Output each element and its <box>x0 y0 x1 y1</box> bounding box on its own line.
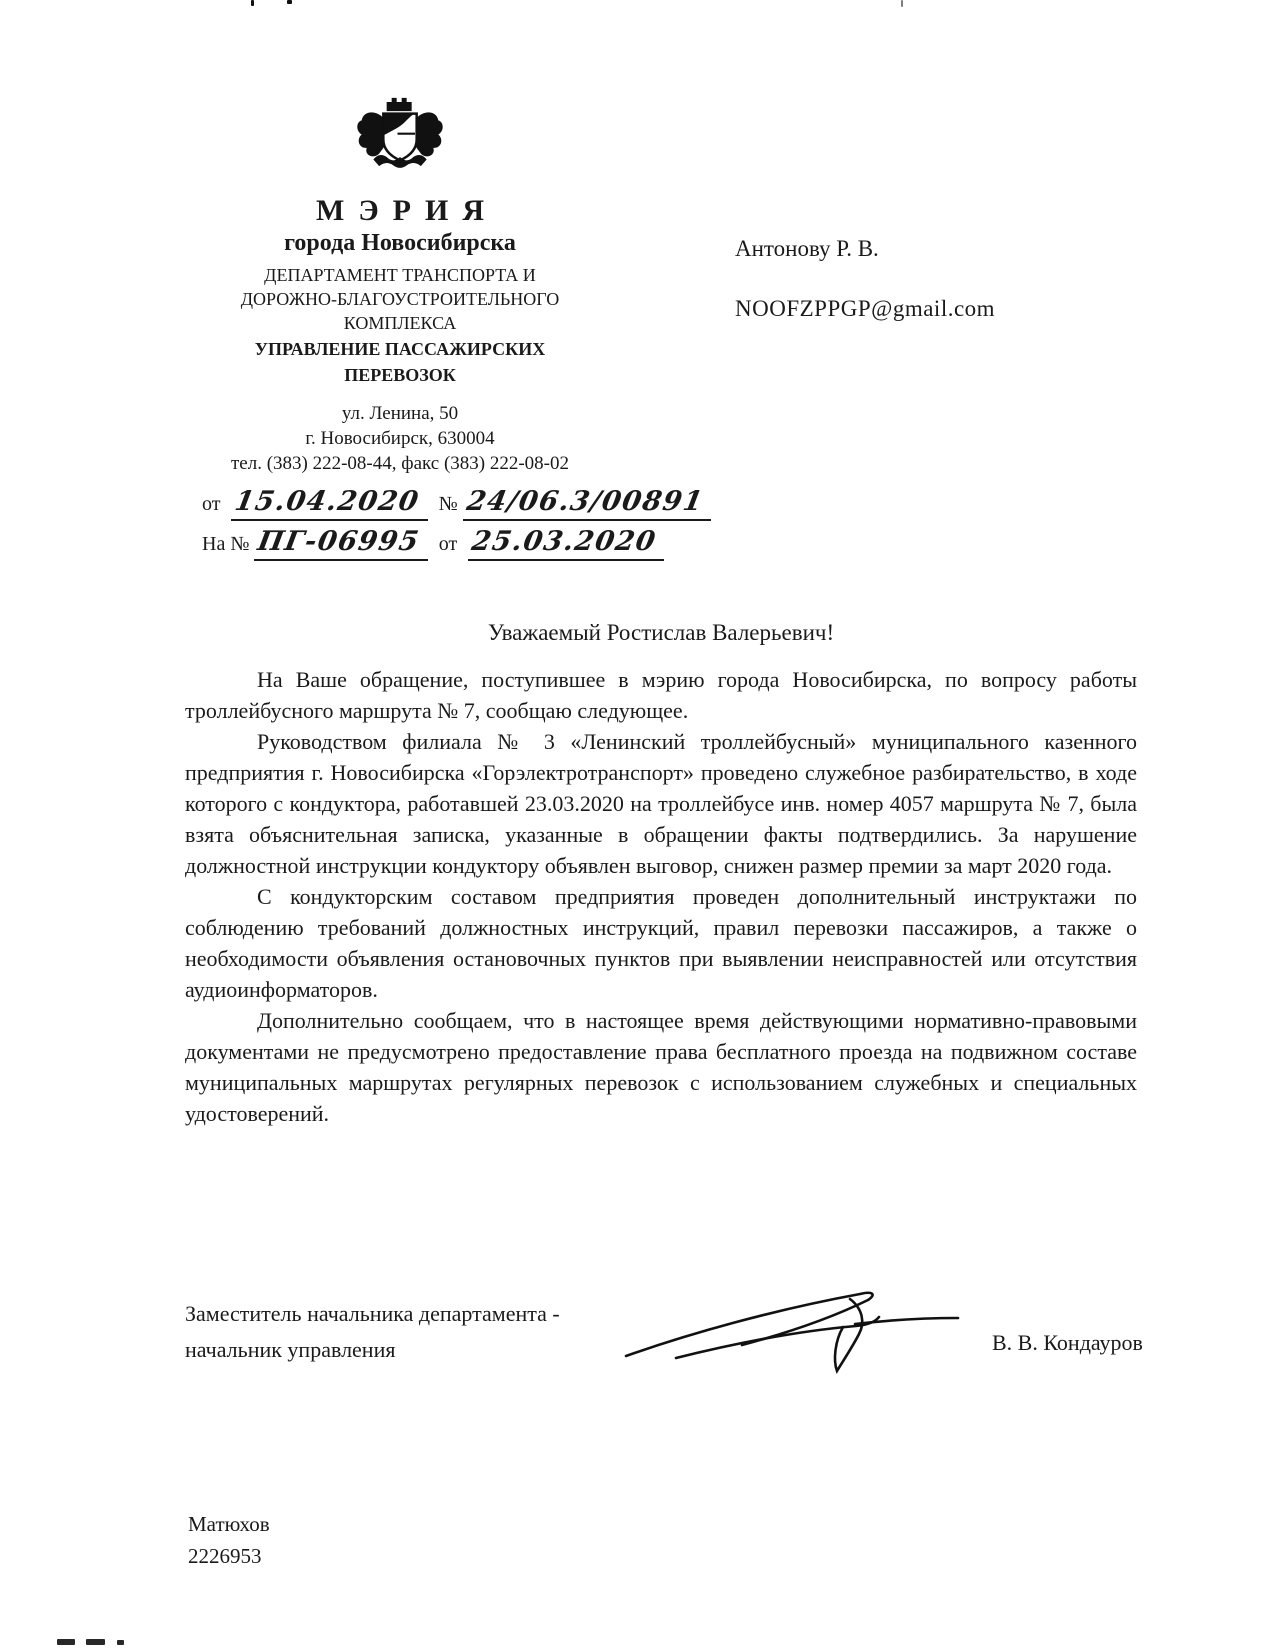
scan-artifact <box>901 0 903 7</box>
signer-title-line: начальник управления <box>185 1337 396 1362</box>
incoming-reference-line <box>202 524 660 564</box>
letter-body <box>185 664 1137 1129</box>
body-paragraph: С кондукторским составом предприятия проведен дополнительный инструктажи по соблюдению требований должностных инструкций, правил перевозки пассажиров, а также о необходимости объявления остановочных пунктов при выявлении неисправностей или отсутствия аудиоинформаторов. <box>185 884 1137 1002</box>
address-street: ул. Ленина, 50 <box>341 403 459 424</box>
scan-artifact <box>251 0 254 6</box>
org-division-line: УПРАВЛЕНИЕ ПАССАЖИРСКИХ <box>254 339 546 359</box>
org-department-line: ДЕПАРТАМЕНТ ТРАНСПОРТА И <box>264 265 536 285</box>
outgoing-reference-line <box>202 484 706 524</box>
reference-lines <box>160 484 706 564</box>
org-subtitle: города Новосибирска <box>284 230 516 256</box>
salutation: Уважаемый Ростислав Валерьевич! <box>487 620 835 645</box>
outgoing-date-field <box>231 487 427 521</box>
incoming-date-field <box>468 527 664 561</box>
executor-block <box>188 1508 270 1572</box>
org-department-line: ДОРОЖНО-БЛАГОУСТРОИТЕЛЬНОГО <box>240 289 560 309</box>
scan-artifact <box>57 1639 75 1645</box>
scan-artifact <box>86 1639 105 1645</box>
recipient-email: NOOFZPPGP@gmail.com <box>735 296 996 321</box>
outgoing-number-label: № <box>438 493 458 515</box>
signer-title-line: Заместитель начальника департамента - <box>185 1301 560 1326</box>
incoming-date-value: 25.03.2020 <box>469 526 660 557</box>
scan-artifact <box>117 1640 124 1645</box>
incoming-number-field <box>254 527 427 561</box>
executor-name: Матюхов <box>188 1512 270 1536</box>
outgoing-number-value: 24/06.3/00891 <box>464 486 706 517</box>
outgoing-number-field <box>463 487 712 521</box>
incoming-date-label: от <box>438 533 458 555</box>
incoming-number-label: На № <box>202 533 250 555</box>
outgoing-date-value: 15.04.2020 <box>232 486 423 517</box>
outgoing-date-label: от <box>202 493 221 515</box>
address-phones: тел. (383) 222-08-44, факс (383) 222-08-02 <box>230 453 570 474</box>
executor-phone: 2226953 <box>188 1544 262 1568</box>
body-paragraph: На Ваше обращение, поступившее в мэрию города Новосибирска, по вопросу работы троллейбусного маршрута № 7, сообщаю следующее. <box>185 667 1137 723</box>
scan-artifact <box>287 0 292 4</box>
body-paragraph: Дополнительно сообщаем, что в настоящее время действующими нормативно-правовыми документами не предусмотрено предоставление права бесплатного проезда на подвижном составе муниципальных маршрутах регулярных перевозок с использованием служебных и специальных удостоверений. <box>185 1008 1137 1126</box>
org-department-line: КОМПЛЕКСА <box>343 313 457 333</box>
org-title: МЭРИЯ <box>316 194 498 227</box>
incoming-number-value: ПГ-06995 <box>255 526 423 557</box>
org-address <box>160 401 640 476</box>
recipient-block <box>735 236 995 322</box>
recipient-name: Антонову Р. В. <box>735 236 879 261</box>
signer-name: В. В. Кондауров <box>992 1330 1143 1355</box>
handwritten-signature <box>618 1272 968 1382</box>
org-division-line: ПЕРЕВОЗОК <box>344 365 456 385</box>
address-city: г. Новосибирск, 630004 <box>305 428 495 449</box>
coat-of-arms-icon <box>350 96 450 188</box>
letterhead <box>160 96 706 564</box>
body-paragraph: Руководством филиала № 3 «Ленинский троллейбусный» муниципального казенного предприятия г. Новосибирска «Горэлектротранспорт» проведено служебное разбирательство, в ходе которого с кондуктора, работавшей 23.03.2020 на троллейбусе инв. номер 4057 маршрута № 7, была взята объяснительная записка, указанные в обращении факты подтвердились. За нарушение должностной инструкции кондуктору объявлен выговор, снижен размер премии за март 2020 года. <box>185 729 1137 878</box>
